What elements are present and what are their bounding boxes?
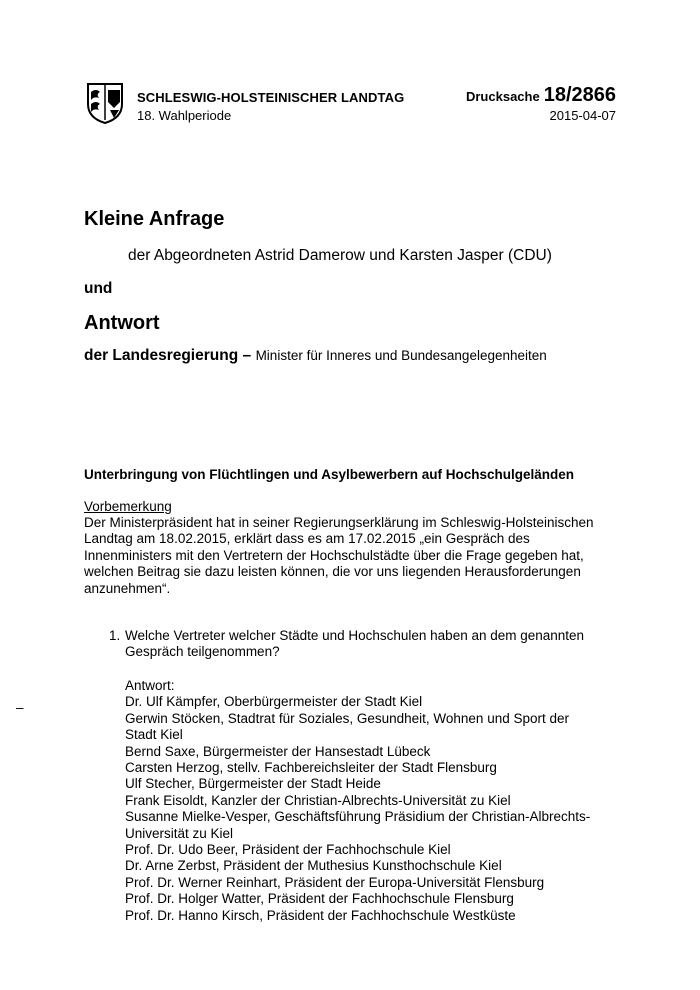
answer-line: Carsten Herzog, stellv. Fachbereichsleiter der Stadt Flensburg [125,760,497,776]
answer-line: Dr. Arne Zerbst, Präsident der Muthesius Kunsthochschule Kiel [125,858,502,874]
drucksache-number: 18/2866 [543,84,616,106]
title-landesregierung [84,347,547,365]
preamble-line: anzunehmen“. [84,580,171,596]
drucksache-label: Drucksache [465,89,540,104]
answer-line: Dr. Ulf Kämpfer, Oberbürgermeister der Stadt Kiel [125,694,423,710]
question-number: 1. [109,628,121,643]
preamble-line: Innenministers mit den Vertretern der Hochschulstädte über die Frage gegeben hat, [84,547,584,563]
title-antwort: Antwort [84,312,160,334]
answer-line: Frank Eisoldt, Kanzler der Christian-Albrechts-Universität zu Kiel [125,792,511,808]
answer-line: Ulf Stecher, Bürgermeister der Stadt Heide [125,776,381,792]
drucksache [466,84,616,107]
legislative-period: 18. Wahlperiode [137,108,232,123]
answer-line: Prof. Dr. Holger Watter, Präsident der Fachhochschule Flensburg [125,891,514,907]
landesregierung-label: der Landesregierung – [84,347,252,364]
minister-label: Minister für Inneres und Bundesangelegenheiten [255,348,547,363]
preamble-line: Der Ministerpräsident hat in seiner Regierungserklärung im Schleswig-Holsteinischen [84,515,594,530]
answer-label: Antwort: [125,678,175,693]
title-und: und [84,280,113,297]
answer-line: Prof. Dr. Werner Reinhart, Präsident der Europa-Universität Flensburg [125,874,545,890]
question-line: Welche Vertreter welcher Städte und Hochschulen haben an dem genannten [125,628,585,643]
coat-of-arms-icon [86,82,124,124]
answer-line: Universität zu Kiel [125,825,234,841]
answer-block [125,678,590,924]
title-kleine-anfrage: Kleine Anfrage [84,208,225,230]
question-text [125,628,584,661]
subject-heading: Unterbringung von Flüchtlingen und Asylbewerbern auf Hochschulgeländen [84,467,575,482]
question-line: Gespräch teilgenommen? [125,644,280,660]
answer-line: Stadt Kiel [125,727,183,743]
preamble-line: Landtag am 18.02.2015, erklärt dass es am 17.02.2015 „ein Gespräch des [84,531,530,547]
answer-line: Prof. Dr. Udo Beer, Präsident der Fachhochschule Kiel [125,842,451,858]
margin-mark: – [16,700,24,715]
preamble-text [84,515,624,597]
preamble-line: welchen Beitrag sie dazu leisten können, die vor uns liegenden Herausforderungen [84,564,581,580]
document-date: 2015-04-07 [549,108,616,123]
answer-line: Prof. Dr. Hanno Kirsch, Präsident der Fachhochschule Westküste [125,907,516,923]
title-abgeordnete: der Abgeordneten Astrid Damerow und Karsten Jasper (CDU) [128,247,552,264]
preamble-heading: Vorbemerkung [84,499,172,514]
answer-line: Bernd Saxe, Bürgermeister der Hansestadt Lübeck [125,743,431,759]
answer-line: Susanne Mielke-Vesper, Geschäftsführung Präsidium der Christian-Albrechts- [125,809,591,825]
answer-line: Gerwin Stöcken, Stadtrat für Soziales, Gesundheit, Wohnen und Sport der [125,710,569,726]
parliament-name: SCHLESWIG-HOLSTEINISCHER LANDTAG [137,90,405,105]
